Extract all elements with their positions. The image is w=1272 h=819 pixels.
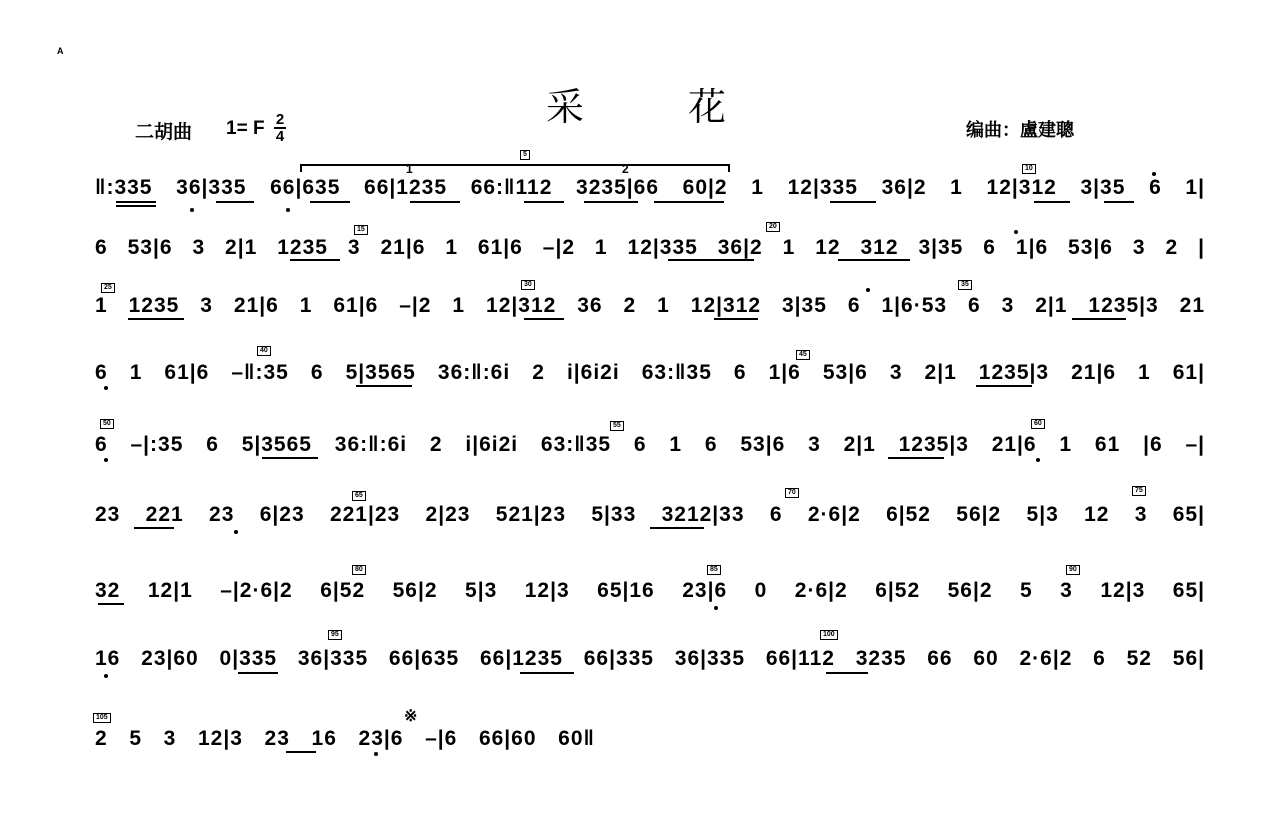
notation-row-text: 6 –|:35 6 5|3565 36:‖:6i 2 i|6i2i 63:‖35 6 1 6 53|6 3 2|1 1235|3 21|6 1 61 |6 –| — [95, 433, 1205, 456]
page-title: 采 花 — [545, 85, 773, 129]
octave-dot — [1014, 230, 1018, 234]
octave-dot — [866, 288, 870, 292]
corner-mark: A — [57, 46, 64, 56]
key-signature: 1= F — [226, 118, 265, 139]
measure-number: 100 — [820, 630, 838, 640]
measure-number: 10 — [1022, 164, 1036, 174]
beam-line — [654, 201, 724, 203]
measure-number: 75 — [1132, 486, 1146, 496]
time-signature — [274, 112, 286, 144]
beam-line — [888, 457, 944, 459]
octave-dot — [104, 674, 108, 678]
notation-row-text: 16 23|60 0|335 36|335 66|635 66|1235 66|335 36|335 66|112 3235 66 60 2·6|2 6 52 56| — [95, 647, 1205, 670]
notation-row-text: 32 12|1 –|2·6|2 6|52 56|2 5|3 12|3 65|16 23|6 0 2·6|2 6|52 56|2 5 3 12|3 65| — [95, 579, 1205, 602]
time-signature-bottom: 4 — [275, 128, 285, 145]
octave-dot — [286, 208, 290, 212]
beam-line — [826, 672, 868, 674]
measure-number: 40 — [257, 346, 271, 356]
beam-line — [290, 259, 340, 261]
octave-dot — [714, 606, 718, 610]
measure-number: 20 — [766, 222, 780, 232]
measure-number: 85 — [707, 565, 721, 575]
measure-number: 15 — [354, 225, 368, 235]
measure-number: 105 — [93, 713, 111, 723]
beam-line — [584, 201, 638, 203]
measure-number: 70 — [785, 488, 799, 498]
beam-line — [310, 201, 350, 203]
notation-row-text: 6 1 61|6 –‖:35 6 5|3565 36:‖:6i 2 i|6i2i 63:‖35 6 1|6 53|6 3 2|1 1235|3 21|6 1 61| — [95, 361, 1205, 384]
notation-row — [95, 230, 1205, 266]
octave-dot — [1036, 458, 1040, 462]
beam-line — [216, 201, 254, 203]
beam-line — [830, 201, 876, 203]
measure-number: 50 — [100, 419, 114, 429]
octave-dot — [104, 458, 108, 462]
measure-number: 90 — [1066, 565, 1080, 575]
notation-row-text: 1 1235 3 21|6 1 61|6 –|2 1 12|312 36 2 1 12|312 3|35 6 1|6·53 6 3 2|1 1235|3 21 — [95, 294, 1205, 317]
measure-number: 60 — [1031, 419, 1045, 429]
beam-line — [524, 201, 564, 203]
measure-number: 45 — [796, 350, 810, 360]
beam-line — [134, 527, 174, 529]
beam-line — [128, 318, 184, 320]
notation-row-text: 23 221 23 6|23 221|23 2|23 521|23 5|33 3212|33 6 2·6|2 6|52 56|2 5|3 12 3 65| — [95, 503, 1205, 526]
octave-dot — [1152, 172, 1156, 176]
measure-number: 65 — [352, 491, 366, 501]
beam-line — [410, 201, 460, 203]
beam-line — [714, 318, 758, 320]
measure-number: 55 — [610, 421, 624, 431]
measure-number: 25 — [101, 283, 115, 293]
measure-number: 30 — [521, 280, 535, 290]
volta-label-2: 2 — [622, 162, 629, 176]
beam-line — [98, 603, 124, 605]
beam-line — [838, 259, 910, 261]
notation-row — [95, 355, 1205, 391]
beam-line — [356, 385, 412, 387]
beam-line — [1034, 201, 1070, 203]
beam-line — [524, 318, 564, 320]
beam-line — [1072, 318, 1126, 320]
measure-number: 80 — [352, 565, 366, 575]
notation-row-text: 2 5 3 12|3 23 16 23|6 –|6 66|60 60‖ — [95, 727, 595, 750]
beam-line — [650, 527, 704, 529]
notation-row-text: ‖:335 36|335 66|635 66|1235 66:‖112 3235|66 60|2 1 12|335 36|2 1 12|312 3|35 6 1| — [95, 176, 1205, 199]
notation-row — [95, 288, 1205, 324]
notation-row-text: 6 53|6 3 2|1 1235 3 21|6 1 61|6 –|2 1 12|335 36|2 1 12 312 3|35 6 1|6 53|6 3 2 | — [95, 236, 1205, 259]
instrument-label: 二胡曲 — [135, 121, 193, 143]
measure-number: 5 — [520, 150, 530, 160]
octave-dot — [190, 208, 194, 212]
beam-line — [116, 201, 156, 203]
notation-row — [95, 721, 595, 757]
octave-dot — [374, 752, 378, 756]
beam-line — [116, 205, 156, 207]
volta-label-1: 1 — [406, 162, 413, 176]
beam-line — [976, 385, 1032, 387]
beam-line — [668, 259, 754, 261]
time-signature-top: 2 — [275, 111, 285, 128]
segno-sign: ※ — [404, 708, 418, 725]
beam-line — [520, 672, 574, 674]
octave-dot — [234, 530, 238, 534]
beam-line — [286, 751, 316, 753]
beam-line — [238, 672, 278, 674]
beam-line — [262, 457, 318, 459]
measure-number: 35 — [958, 280, 972, 290]
notation-row — [95, 573, 1205, 609]
measure-number: 95 — [328, 630, 342, 640]
beam-line — [1104, 201, 1134, 203]
arranger-credit: 编曲：盧建聰 — [966, 120, 1074, 141]
octave-dot — [104, 386, 108, 390]
